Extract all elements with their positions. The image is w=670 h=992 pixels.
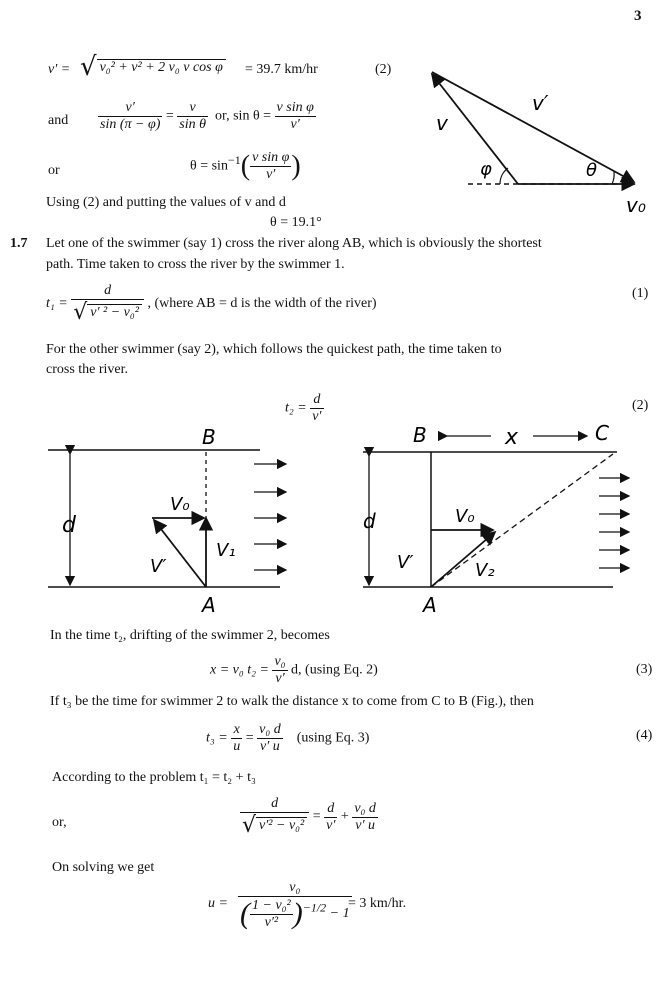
label-d-right: d <box>363 509 376 533</box>
label-C-right: C <box>595 421 609 445</box>
eq-final: $\frac{d}{\text{√ v′² − v₀²}}$ = $\frac{d}{v'}$ + $\frac{\text{v₀ d}}{v' u}$ <box>242 796 376 838</box>
eq-t2: t₂ = $\frac{d}{v'}$ <box>285 392 322 424</box>
eq-t3-tag: (4) <box>636 728 653 743</box>
eq2-frac2: $\frac{v}{\text{sin θ}}$ <box>179 100 206 132</box>
theta-result: θ = 19.1° <box>270 215 322 230</box>
eq-t1: t₁ = $\frac{d}{\text{√ v′ ² − v₀²}}$ , (where AB = d is the width of the river) <box>46 283 377 325</box>
eq1-lhs: v′ = <box>48 62 71 77</box>
eq1-root <box>80 52 226 82</box>
label-v2-right: V₂ <box>475 560 495 581</box>
label-A-left: A <box>202 593 216 617</box>
current-arrows-right <box>599 478 629 568</box>
label-d-left: d <box>62 513 76 538</box>
eq2-frac1: $\frac{v'}{\sin (\pi - \varphi)}$ <box>100 100 161 132</box>
radical-sign: √ <box>80 52 97 82</box>
eq-u-lhs: u = <box>208 896 228 911</box>
eq1-rhs: = 39.7 km/hr <box>245 62 318 77</box>
eq-t3: t₃ = $\frac{x}{u}$ = $\frac{\text{v₀ d}}{v' u}$ (using Eq. 3) <box>206 722 370 754</box>
label-B-right: B <box>413 423 427 447</box>
eq1-tag: (2) <box>375 62 392 77</box>
label-A-right: A <box>423 593 437 617</box>
according-line: According to the problem t₁ = t₂ + t₃ <box>52 770 256 785</box>
vector-triangle-figure <box>420 60 660 220</box>
label-vprime-right: V′ <box>397 552 414 573</box>
eq-x-tag: (3) <box>636 662 653 677</box>
other-swimmer-line-2: cross the river. <box>46 362 129 377</box>
eq-t1-tag: (1) <box>632 286 649 301</box>
other-swimmer-line-1: For the other swimmer (say 2), which follows the quickest path, the time taken to <box>46 342 502 357</box>
drift-line: In the time t₂, drifting of the swimmer 2, becomes <box>50 628 330 643</box>
page-number: 3 <box>634 8 642 24</box>
problem-line-1: Let one of the swimmer (say 1) cross the river along AB, which is obviously the shortest <box>46 236 542 251</box>
using-2-line: Using (2) and putting the values of v and d <box>46 195 286 210</box>
label-B-left: B <box>202 425 216 449</box>
v-label: v <box>436 111 448 135</box>
eq-u-frac: v₀ ( $\frac{\text{1 − v₀²}}{\text{v′²}}$ )$^{-1/2}$ − 1 <box>240 880 350 930</box>
t1-frac: $\frac{d}{\text{√ v′ ² − v₀²}}$ <box>71 283 144 325</box>
theta-label: θ <box>586 160 598 181</box>
eq2-prefix: and <box>48 113 69 128</box>
eq-final-prefix: or, <box>52 815 67 830</box>
label-vprime-left: V′ <box>150 556 167 577</box>
eq2-frac3: $\frac{\text{v sin φ}}{v'}$ <box>276 100 314 132</box>
river-figure-shortest-path <box>40 420 320 620</box>
phi-label: φ <box>480 159 492 180</box>
theta-arc <box>612 172 614 184</box>
label-v1-left: V₁ <box>216 540 236 561</box>
eq-x: x = v₀ t₂ = $\frac{\text{v₀}}{v'}$ d, (using Eq. 2) <box>210 654 378 686</box>
walk-line: If t₃ be the time for swimmer 2 to walk the distance x to come from C to B (Fig.), then <box>50 694 534 709</box>
eq1-radicand: v₀² + v² + 2 v₀ v cos φ <box>97 59 226 76</box>
v-prime-label: v′ <box>532 91 549 115</box>
eq-u-rhs: = 3 km/hr. <box>348 896 407 911</box>
problem-line-2: path. Time taken to cross the river by the swimmer 1. <box>46 257 345 272</box>
eq3-body: $\theta = \sin^{-1}$( $\frac{\text{v sin φ}}{v'}$ ) <box>190 150 301 182</box>
v-prime-vector <box>432 72 634 182</box>
label-v0-left: V₀ <box>170 494 190 515</box>
eq-t2-tag: (2) <box>632 398 649 413</box>
label-v0-right: V₀ <box>455 506 475 527</box>
current-arrows-left <box>254 464 286 570</box>
problem-number: 1.7 <box>10 236 28 251</box>
eq2-body: $\frac{v'}{\sin (\pi - \varphi)}$ = $\frac{v}{\text{sin θ}}$ or, sin θ = $\frac{\text{v sin φ}}{v'}$ <box>100 100 314 132</box>
river-figure-quickest-path <box>355 420 655 620</box>
eq3-prefix: or <box>48 163 60 178</box>
label-x-right: x <box>505 425 519 450</box>
v0-label: v₀ <box>626 193 646 217</box>
solving-line: On solving we get <box>52 860 155 875</box>
